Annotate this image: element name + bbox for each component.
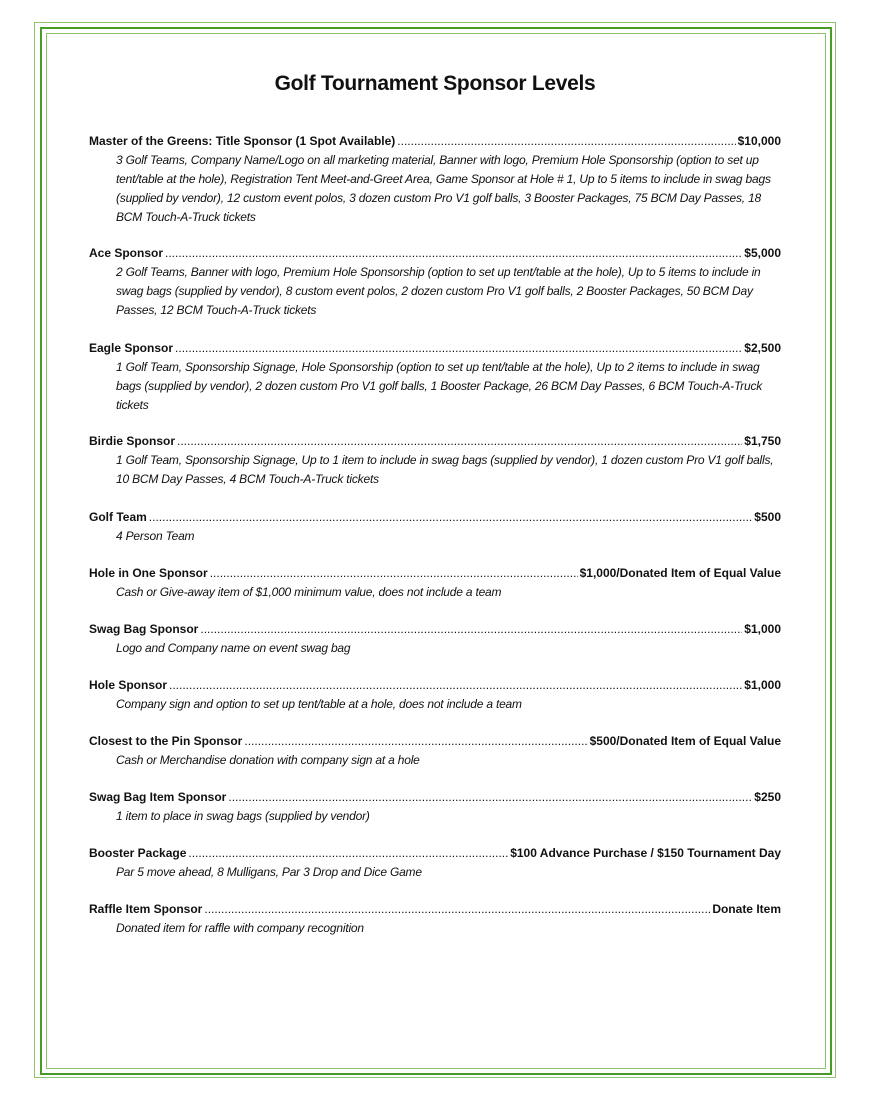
level-heading <box>89 732 781 751</box>
level-name: Hole in One Sponsor <box>89 566 208 580</box>
sponsor-level <box>89 676 781 714</box>
sponsor-level <box>89 620 781 658</box>
level-name: Golf Team <box>89 510 147 524</box>
page-title: Golf Tournament Sponsor Levels <box>274 72 596 95</box>
level-heading <box>89 620 781 639</box>
level-heading <box>89 339 781 358</box>
level-name: Swag Bag Item Sponsor <box>89 790 227 804</box>
sponsor-level <box>89 844 781 882</box>
level-description: Logo and Company name on event swag bag <box>116 641 351 655</box>
level-name: Booster Package <box>89 846 187 860</box>
level-price: $500 <box>754 510 781 524</box>
level-heading <box>89 844 781 863</box>
level-description: 2 Golf Teams, Banner with logo, Premium Hole Sponsorship (option to set up tent/table at the hole), Up to 5 items to include in swag bags (supplied by vendor), 8 custom event polos, 2 dozen custom Pro V1 golf balls, 2 Booster Packages, 50 BCM Day Passes, 12 BCM Touch-A-Truck tickets <box>116 265 761 317</box>
level-heading <box>89 244 781 263</box>
level-name: Master of the Greens: Title Sponsor (1 Spot Available) <box>89 134 396 148</box>
level-description: 1 item to place in swag bags (supplied by vendor) <box>116 809 370 823</box>
sponsor-level <box>89 564 781 602</box>
dot-leader <box>200 620 742 639</box>
sponsor-level <box>89 508 781 546</box>
level-heading <box>89 676 781 695</box>
level-heading <box>89 508 781 527</box>
level-description: 1 Golf Team, Sponsorship Signage, Hole Sponsorship (option to set up tent/table at the hole), Up to 2 items to include in swag bags (supplied by vendor), 2 dozen custom Pro V1 golf balls, 1 Booster Package, 26 BCM Day Passes, 6 BCM Touch-A-Truck tickets <box>116 360 763 412</box>
level-description: 1 Golf Team, Sponsorship Signage, Up to 1 item to include in swag bags (supplied by vendor), 1 dozen custom Pro V1 golf balls, 10 BCM Day Passes, 4 BCM Touch-A-Truck tickets <box>116 453 774 486</box>
level-price: $500/Donated Item of Equal Value <box>589 734 781 748</box>
level-price: $100 Advance Purchase / $150 Tournament Day <box>510 846 781 860</box>
level-name: Hole Sponsor <box>89 678 168 692</box>
sponsor-level <box>89 132 781 227</box>
level-name: Ace Sponsor <box>89 246 164 260</box>
level-description: Donated item for raffle with company recognition <box>116 921 364 935</box>
level-name: Birdie Sponsor <box>89 434 176 448</box>
level-description: 3 Golf Teams, Company Name/Logo on all marketing material, Banner with logo, Premium Hole Sponsorship (option to set up tent/table at the hole), Registration Tent Meet-and-Greet Area, Game Sponsor at Hole # 1, Up to 5 items to include in swag bags (supplied by vendor), 12 custom event polos, 3 dozen custom Pro V1 golf balls, 3 Booster Packages, 75 BCM Day Passes, 18 BCM Touch-A-Truck tickets <box>116 153 771 224</box>
level-price: Donate Item <box>712 902 781 916</box>
dot-leader <box>210 564 578 583</box>
sponsor-level <box>89 432 781 489</box>
level-price: $2,500 <box>744 341 781 355</box>
dot-leader <box>177 432 742 451</box>
level-name: Swag Bag Sponsor <box>89 622 199 636</box>
sponsor-level <box>89 244 781 320</box>
level-description: Par 5 move ahead, 8 Mulligans, Par 3 Drop and Dice Game <box>116 865 422 879</box>
level-price: $5,000 <box>744 246 781 260</box>
level-description: Company sign and option to set up tent/table at a hole, does not include a team <box>116 697 522 711</box>
dot-leader <box>149 508 753 527</box>
sponsor-level <box>89 339 781 415</box>
level-description: 4 Person Team <box>116 529 195 543</box>
dot-leader <box>204 900 710 919</box>
dot-leader <box>175 339 742 358</box>
dot-leader <box>165 244 742 263</box>
level-description: Cash or Give-away item of $1,000 minimum value, does not include a team <box>116 585 502 599</box>
sponsor-level <box>89 732 781 770</box>
level-name: Closest to the Pin Sponsor <box>89 734 243 748</box>
level-heading <box>89 432 781 451</box>
level-price: $1,000/Donated Item of Equal Value <box>579 566 781 580</box>
level-heading <box>89 788 781 807</box>
level-price: $1,000 <box>744 678 781 692</box>
dot-leader <box>244 732 587 751</box>
level-heading <box>89 900 781 919</box>
dot-leader <box>169 676 742 695</box>
level-heading <box>89 132 781 151</box>
level-name: Eagle Sponsor <box>89 341 174 355</box>
dot-leader <box>228 788 752 807</box>
level-price: $1,000 <box>744 622 781 636</box>
level-price: $10,000 <box>737 134 781 148</box>
sponsor-level <box>89 900 781 938</box>
level-heading <box>89 564 781 583</box>
level-name: Raffle Item Sponsor <box>89 902 203 916</box>
sponsor-level <box>89 788 781 826</box>
level-price: $250 <box>754 790 781 804</box>
dot-leader <box>397 132 735 151</box>
level-price: $1,750 <box>744 434 781 448</box>
level-description: Cash or Merchandise donation with company sign at a hole <box>116 753 420 767</box>
dot-leader <box>188 844 508 863</box>
